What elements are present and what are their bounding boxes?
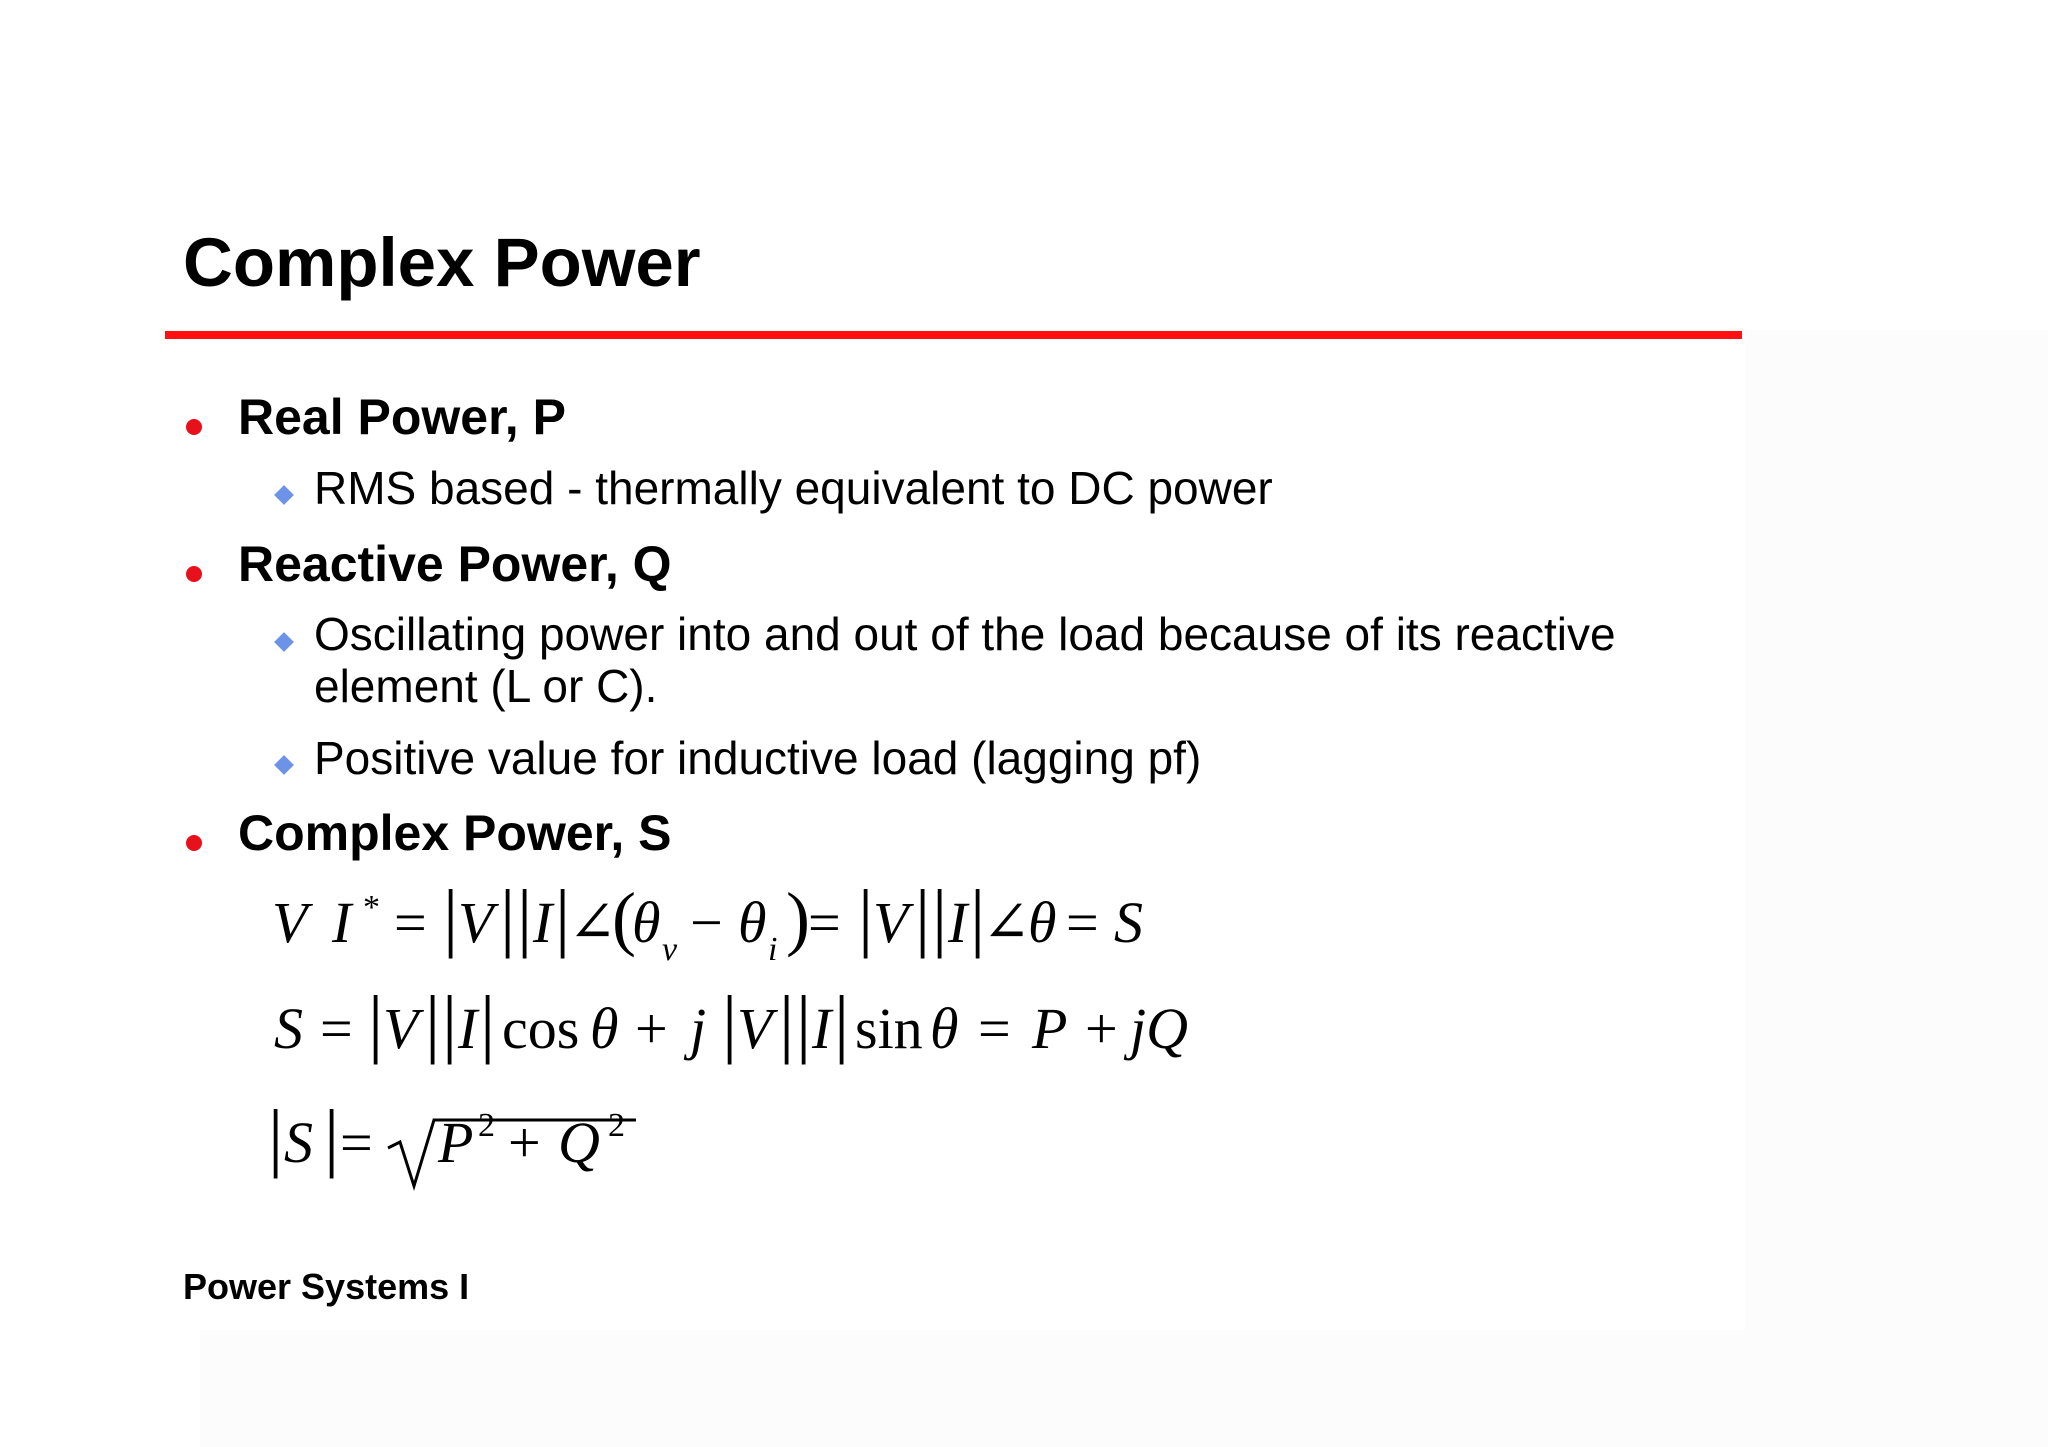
eq1-left-paren: ( [612,880,636,958]
eq2-plus: + [635,996,668,1061]
slide-title: Complex Power [183,224,701,301]
eq1-abs-bar: | [555,880,571,959]
eq1-abs-bar: | [443,880,459,959]
title-underline [165,331,1742,339]
eq1-abs-bar: | [915,880,931,959]
eq3-abs-bar: | [268,1095,284,1179]
eq3-plus: + [508,1110,541,1175]
sub-bullet-positive: Positive value for inductive load (lagging pf) [314,732,1202,784]
eq1-equals: = [394,890,427,955]
eq1-equals: = [808,890,841,955]
eq1-angle: ∠ [982,890,1031,955]
eq2-plus: + [1085,996,1118,1061]
eq1-theta-v: θ [632,890,661,955]
sub-bullet-oscillating: Oscillating power into and out of the load because of its reactive element (L or C). [314,608,1616,712]
eq1-s: S [1114,890,1143,955]
eq2-abs-bar: | [834,981,850,1065]
eq3-s: S [284,1110,313,1175]
bullet-dot-icon [186,419,202,435]
eq1-conjugate: * [363,889,380,926]
eq1-right-paren: ) [786,880,810,958]
eq3-exponent: 2 [608,1107,625,1144]
eq1-subscript-v: v [662,931,678,968]
eq1-angle: ∠ [568,890,617,955]
eq1-abs-bar: | [858,880,874,959]
eq2-i-mag: I [458,996,478,1061]
eq2-sin: sin [855,996,923,1061]
bullet-dot-icon [186,835,202,851]
eq2-cos: cos [502,996,580,1061]
eq2-abs-bar: | [480,981,496,1065]
eq3-p: P [438,1110,474,1175]
eq2-abs-bar: | [442,981,458,1065]
eq1-theta-i: θ [738,890,767,955]
eq2-abs-bar: | [722,981,738,1065]
eq1-theta: θ [1028,890,1057,955]
eq1-i: I [332,890,352,955]
background-shade-right [1745,330,2048,1447]
eq3-exponent: 2 [478,1107,495,1144]
eq1-minus: − [690,890,723,955]
eq2-abs-bar: | [425,981,441,1065]
eq1-abs-bar: | [517,880,533,959]
eq2-abs-bar: | [368,981,384,1065]
eq2-abs-bar: | [779,981,795,1065]
eq2-s: S [274,996,303,1061]
eq1-v-mag: V [873,890,909,955]
eq1-subscript-i: i [768,931,778,968]
eq2-j: j [690,996,707,1061]
eq2-v-mag: V [737,996,773,1061]
bullet-dot-icon [186,566,202,582]
sub-bullet-rms: RMS based - thermally equivalent to DC power [314,462,1273,514]
equation-s-expansion [274,981,1188,1065]
diamond-bullet-icon [274,485,294,505]
footer-course-name: Power Systems I [183,1266,470,1307]
bullet-complex-power: Complex Power, S [238,805,672,861]
eq1-abs-bar: | [932,880,948,959]
eq2-jq: jQ [1130,996,1188,1061]
eq1-i-mag: I [533,890,553,955]
diamond-bullet-icon [274,632,294,652]
equation-vi-conjugate [272,880,1143,968]
bullet-real-power: Real Power, P [238,389,566,445]
eq1-v-mag: V [458,890,494,955]
eq2-i-mag: I [812,996,832,1061]
eq2-equals: = [320,996,353,1061]
equations [260,880,1260,1240]
bullet-reactive-power: Reactive Power, Q [238,536,672,592]
eq2-theta: θ [590,996,619,1061]
diamond-bullet-icon [274,755,294,775]
eq1-abs-bar: | [500,880,516,959]
eq2-theta: θ [930,996,959,1061]
eq1-i-mag: I [948,890,968,955]
eq2-p: P [1032,996,1068,1061]
eq2-v-mag: V [383,996,419,1061]
eq1-abs-bar: | [970,880,986,959]
eq3-equals: = [340,1110,373,1175]
eq2-equals: = [978,996,1011,1061]
eq3-q: Q [558,1110,600,1175]
eq2-abs-bar: | [796,981,812,1065]
eq1-equals: = [1066,890,1099,955]
equation-s-magnitude [268,1095,636,1186]
background-shade-bottom [200,1330,2048,1447]
eq1-v: V [272,890,308,955]
eq3-abs-bar: | [324,1095,340,1179]
